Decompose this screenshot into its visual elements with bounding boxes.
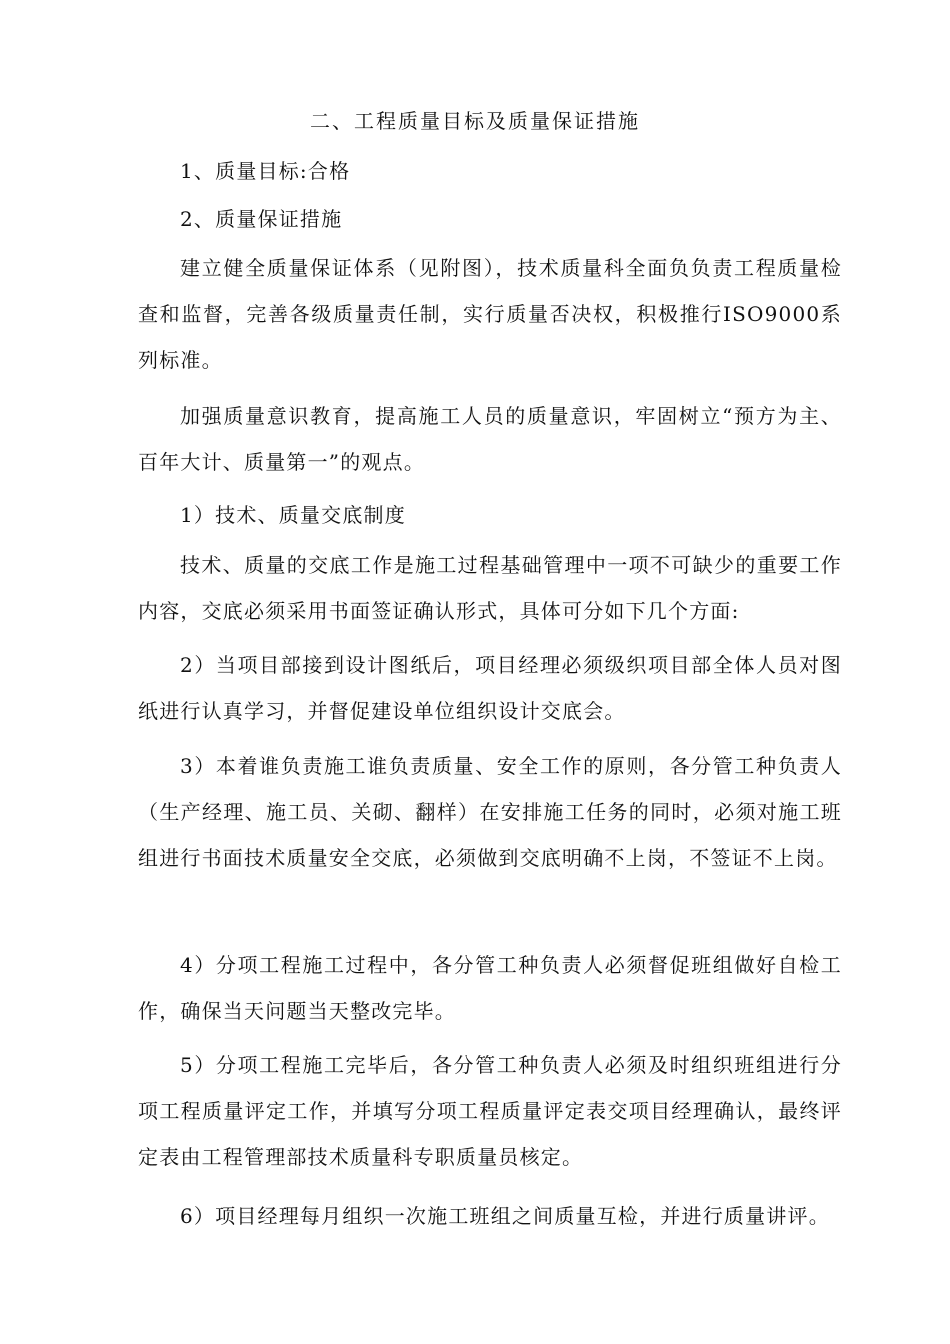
paragraph-item-3: 3）本着谁负责施工谁负责质量、安全工作的原则，各分管工种负责人（生产经理、施工员、关砌、翻样）在安排施工任务的同时，必须对施工班组进行书面技术质量安全交底，必须做到交底明确不上岗，不签证不上岗。	[138, 754, 842, 870]
paragraph-quality-target: 1、质量目标:合格	[180, 159, 351, 183]
paragraph-item-5: 5）分项工程施工完毕后，各分管工种负责人必须及时组织班组进行分项工程质量评定工作，并填写分项工程质量评定表交项目经理确认，最终评定表由工程管理部技术质量科专职质量员核定。	[138, 1053, 842, 1169]
paragraph-disclosure-work: 技术、质量的交底工作是施工过程基础管理中一项不可缺少的重要工作内容，交底必须采用书面签证确认形式，具体可分如下几个方面:	[138, 553, 842, 623]
paragraph-item-6: 6）项目经理每月组织一次施工班组之间质量互检，并进行质量讲评。	[180, 1204, 830, 1228]
paragraph-quality-awareness: 加强质量意识教育，提高施工人员的质量意识，牢固树立“预方为主、百年大计、质量第一”的观点。	[138, 404, 842, 474]
paragraph-quality-measures-heading: 2、质量保证措施	[180, 207, 343, 231]
section-title: 二、工程质量目标及质量保证措施	[310, 109, 640, 133]
paragraph-quality-system: 建立健全质量保证体系（见附图），技术质量科全面负负责工程质量检查和监督，完善各级质量责任制，实行质量否决权，积极推行ISO9000系列标准。	[138, 256, 842, 372]
paragraph-item-4: 4）分项工程施工过程中，各分管工种负责人必须督促班组做好自检工作，确保当天问题当天整改完毕。	[138, 953, 842, 1023]
paragraph-disclosure-heading: 1）技术、质量交底制度	[180, 503, 406, 527]
paragraph-item-2: 2）当项目部接到设计图纸后，项目经理必须级织项目部全体人员对图纸进行认真学习，并督促建设单位组织设计交底会。	[138, 653, 842, 723]
